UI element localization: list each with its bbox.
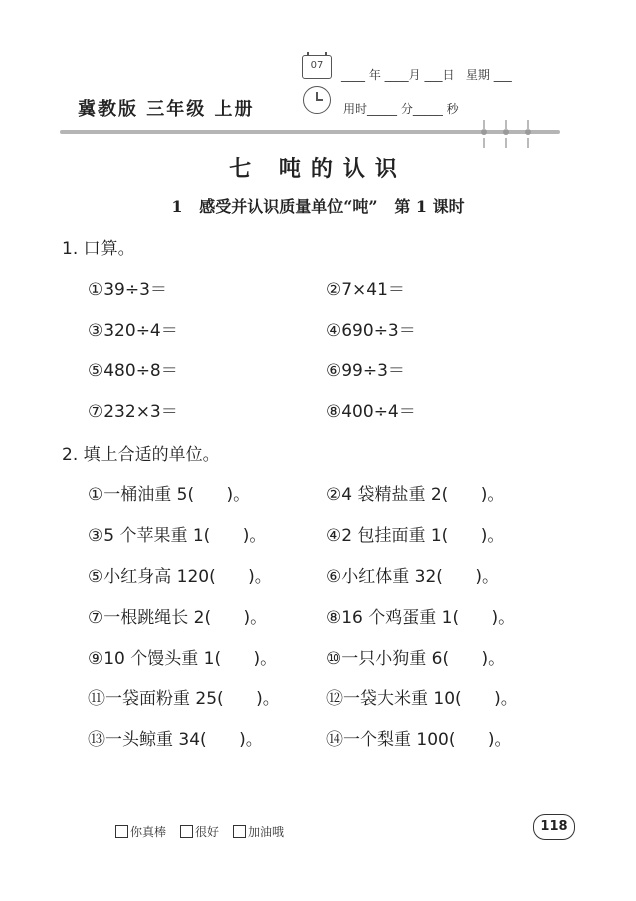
divider-tick <box>527 120 529 130</box>
divider-tick <box>483 138 485 148</box>
calendar-icon <box>302 55 332 79</box>
q2-item: ⑨10 个馒头重 1( )。 <box>88 649 278 669</box>
q2-item: ⑦一根跳绳长 2( )。 <box>88 608 268 628</box>
q1-item: ⑥99÷3＝ <box>326 361 405 381</box>
q2-item: ④2 包挂面重 1( )。 <box>326 526 505 546</box>
question-1-title: 1. 口算。 <box>62 239 135 259</box>
q2-item: ⑭一个梨重 100( )。 <box>326 730 512 750</box>
q2-item: ③5 个苹果重 1( )。 <box>88 526 267 546</box>
q1-item: ③320÷4＝ <box>88 321 178 341</box>
time-fill-line: 用时_____ 分_____ 秒 <box>343 102 459 116</box>
q2-item: ⑩一只小狗重 6( )。 <box>326 649 506 669</box>
date-fill-line: ____ 年 ____月 ___日 星期 ___ <box>341 68 512 82</box>
checkbox-icon[interactable] <box>233 825 246 838</box>
q2-item: ⑬一头鲸重 34( )。 <box>88 730 263 750</box>
rating-option-keep-going[interactable]: 加油哦 <box>233 823 284 840</box>
divider-tick <box>483 120 485 130</box>
q2-item: ⑫一袋大米重 10( )。 <box>326 689 518 709</box>
q1-item: ②7×41＝ <box>326 280 405 300</box>
q1-item: ④690÷3＝ <box>326 321 416 341</box>
calendar-day: 07 <box>310 60 324 71</box>
lesson-title: 1 感受并认识质量单位“吨” 第 1 课时 <box>171 197 465 216</box>
chapter-title: 七 吨的认识 <box>229 157 407 182</box>
q2-item: ⑪一袋面粉重 25( )。 <box>88 689 280 709</box>
page-number: 118 <box>533 814 575 840</box>
checkbox-icon[interactable] <box>115 825 128 838</box>
question-2-title: 2. 填上合适的单位。 <box>62 445 220 465</box>
rating-option-good[interactable]: 很好 <box>180 823 219 840</box>
q1-item: ⑦232×3＝ <box>88 402 178 422</box>
q2-item: ⑤小红身高 120( )。 <box>88 567 272 587</box>
divider-tick <box>505 138 507 148</box>
q1-item: ⑧400÷4＝ <box>326 402 416 422</box>
self-evaluation <box>115 823 284 840</box>
q2-item: ②4 袋精盐重 2( )。 <box>326 485 505 505</box>
q1-item: ①39÷3＝ <box>88 280 167 300</box>
divider-tick <box>505 120 507 130</box>
edition-label: 冀教版 三年级 上册 <box>78 99 255 120</box>
rating-option-great[interactable]: 你真棒 <box>115 823 166 840</box>
q2-item: ⑧16 个鸡蛋重 1( )。 <box>326 608 516 628</box>
q1-item: ⑤480÷8＝ <box>88 361 178 381</box>
q2-item: ①一桶油重 5( )。 <box>88 485 251 505</box>
q2-item: ⑥小红体重 32( )。 <box>326 567 499 587</box>
clock-icon <box>303 86 331 114</box>
checkbox-icon[interactable] <box>180 825 193 838</box>
divider-tick <box>527 138 529 148</box>
